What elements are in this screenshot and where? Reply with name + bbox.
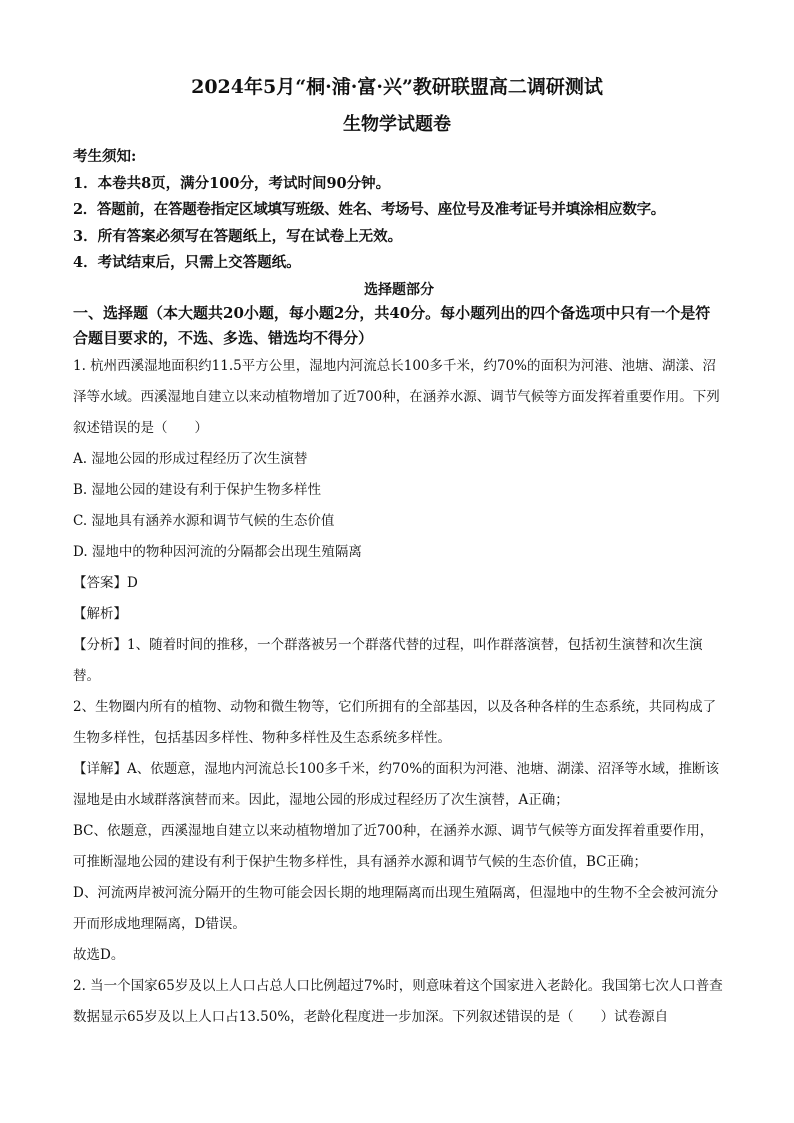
notice-heading: 考生须知: (73, 148, 137, 165)
detail-paragraph: 【详解】A、依题意，湿地内河流总长100多千米，约70%的面积为河港、池塘、湖漾、沼泽等水域，推断该湿地是由水域群落演替而来。因此，湿地公园的形成过程经历了次生演替，A正确； (73, 760, 720, 808)
notice-item: 3．所有答案必须写在答题纸上，写在试卷上无效。 (73, 227, 403, 245)
section-title: 选择题部分 (364, 281, 434, 298)
answer-label: 【答案】D (73, 574, 138, 591)
exam-title: 2024年5月“桐·浦·富·兴”教研联盟高二调研测试 (191, 76, 603, 98)
question-1-option-c: C. 湿地具有涵养水源和调节气候的生态价值 (73, 512, 335, 529)
conclusion: 故选D。 (73, 946, 125, 963)
notice-item: 2．答题前，在答题卷指定区域填写班级、姓名、考场号、座位号及准考证号并填涂相应数字。 (73, 201, 665, 218)
analysis-paragraph: 2、生物圈内所有的植物、动物和微生物等，它们所拥有的全部基因，以及各种各样的生态系统，共同构成了生物多样性，包括基因多样性、物种多样性及生态系统多样性。 (73, 698, 717, 746)
exam-subtitle: 生物学试题卷 (343, 114, 451, 135)
detail-paragraph: D、河流两岸被河流分隔开的生物可能会因长期的地理隔离而出现生殖隔离，但湿地中的生物不全会被河流分开而形成地理隔离，D错误。 (73, 884, 719, 932)
detail-paragraph: BC、依题意，西溪湿地自建立以来动植物增加了近700种，在涵养水源、调节气候等方面发挥着重要作用，可推断湿地公园的建设有利于保护生物多样性，具有涵养水源和调节气候的生态价值，BC正确； (73, 822, 714, 870)
analysis-paragraph: 【分析】1、随着时间的推移，一个群落被另一个群落代替的过程，叫作群落演替，包括初生演替和次生演替。 (73, 636, 703, 684)
section-instruction: 一、选择题（本大题共20小题，每小题2分，共40分。每小题列出的四个备选项中只有一个是符合题目要求的，不选、多选、错选均不得分） (73, 303, 711, 347)
question-1-option-d: D. 湿地中的物种因河流的分隔都会出现生殖隔离 (73, 543, 362, 560)
notice-item: 4．考试结束后，只需上交答题纸。 (73, 254, 301, 271)
notice-block (73, 144, 725, 277)
question-2-stem: 2. 当一个国家65岁及以上人口占总人口比例超过7%时，则意味着这个国家进入老龄化。我国第七次人口普查数据显示65岁及以上人口占13.50%，老龄化程度进一步加深。下列叙述错误的是（ ）试卷源自 (73, 977, 723, 1025)
notice-item: 1．本卷共8页，满分100分，考试时间90分钟。 (73, 174, 391, 192)
question-1-option-b: B. 湿地公园的建设有利于保护生物多样性 (73, 481, 322, 498)
question-1-option-a: A. 湿地公园的形成过程经历了次生演替 (73, 450, 308, 467)
question-1-stem: 1. 杭州西溪湿地面积约11.5平方公里，湿地内河流总长100多千米，约70%的面积为河港、池塘、湖漾、沼泽等水域。西溪湿地自建立以来动植物增加了近700种，在涵养水源、调节气候等方面发挥着重要作用。下列叙述错误的是（ ） (73, 357, 720, 436)
analysis-label: 【解析】 (73, 605, 127, 622)
exam-content (73, 144, 725, 1033)
